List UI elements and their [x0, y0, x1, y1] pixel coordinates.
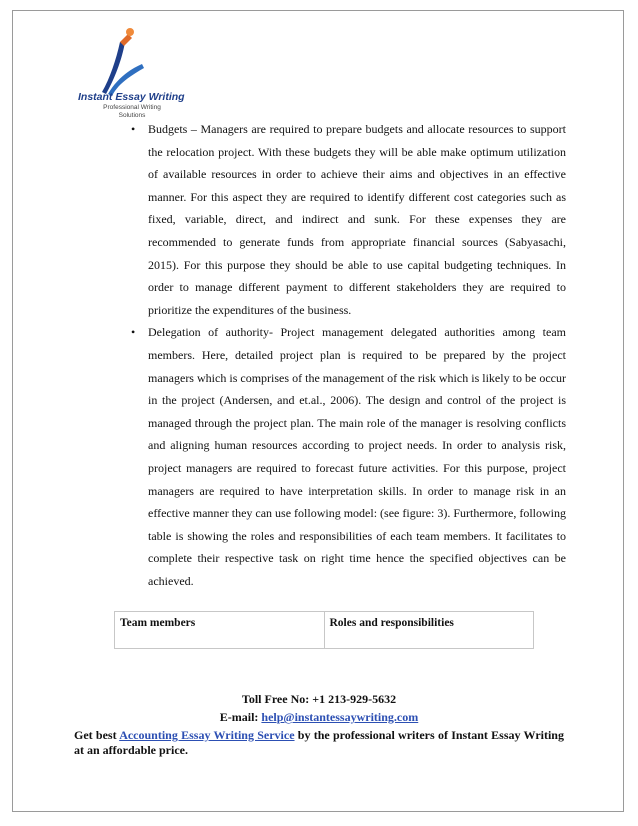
logo-tagline-line1: Professional Writing: [103, 104, 161, 111]
email-label: E-mail:: [219, 710, 262, 724]
accounting-essay-service-link[interactable]: Accounting Essay Writing Service: [119, 728, 295, 742]
promo-after: by the professional writers of Instant Essay Writing at an affordable price.: [74, 728, 564, 757]
email-line: [74, 708, 564, 726]
table-header-team-members: Team members: [115, 612, 325, 649]
email-link[interactable]: help@instantessaywriting.com: [261, 710, 419, 724]
bullet-item-delegation: [118, 321, 566, 592]
logo-dot: [126, 28, 134, 36]
bullet-text: Budgets – Managers are required to prepare budgets and allocate resources to support the relocation project. With these budgets they will be able make optimum utilization of available resources in order to achieve their aims and objectives in an effective manner. For this aspect they are required to identify different cost categories such as fixed, variable, direct, and indirect and sunk. For these expenses they are recommended to generate funds from appropriate financial sources (Sabyasachi, 2015). For this purpose they should be able to use capital budgeting techniques. In order to manage different payment to different stakeholders they are required to prioritize the expenditures of the business.: [148, 122, 566, 317]
table-header-roles: Roles and responsibilities: [324, 612, 534, 649]
bullet-text: Delegation of authority- Project management delegated authorities among team members. Here, detailed project plan is required to be prepared by the project managers which is comprises of the management of the risk which is likely to be occur in the project (Andersen, and et.al., 2006). The design and control of the project is managed through the project plan. The main role of the manager is resolving conflicts and aligning human resources according to project needs. In order to analysis risk, project managers are required to forecast future activities. For this purpose, project managers are required to have interpretation skills. In order to manage risk in an effective manner they can use following model: (see figure: 3). Furthermore, following table is showing the roles and responsibilities of each team members. It facilitates to complete their respective task on right time hence the specified objectives can be achieved.: [148, 325, 566, 588]
logo-brand: Instant Essay Writing: [78, 91, 185, 103]
promo-text: [74, 728, 564, 758]
promo-before: Get best: [74, 728, 120, 742]
table-header-row: [115, 612, 534, 649]
body-content: [118, 118, 566, 592]
footer: [74, 690, 564, 758]
toll-free-number: Toll Free No: +1 213-929-5632: [241, 692, 397, 706]
bullet-icon: •: [131, 122, 136, 136]
bullet-item-budgets: [118, 118, 566, 321]
logo-tagline-line2: Solutions: [118, 112, 146, 119]
roles-table: [114, 611, 534, 649]
bullet-icon: •: [131, 325, 136, 340]
